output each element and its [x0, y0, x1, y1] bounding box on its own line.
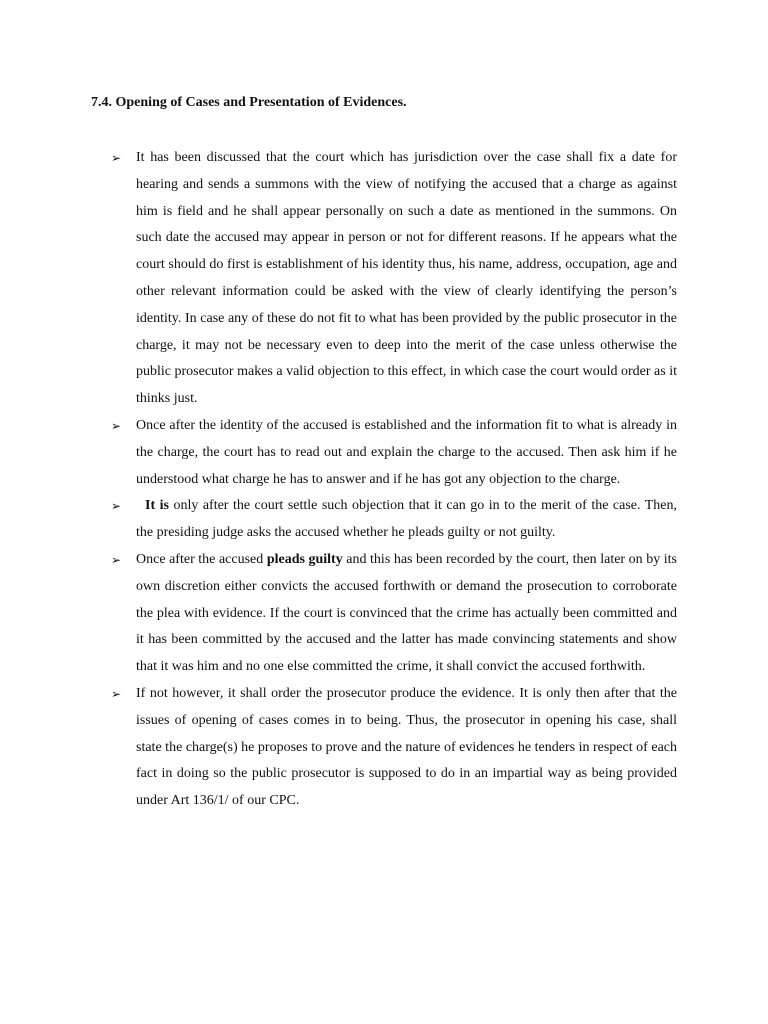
bullet-text-prefix: Once after the accused	[136, 551, 267, 567]
bullet-list	[111, 145, 677, 815]
bullet-item-1	[111, 145, 677, 413]
bullet-text: only after the court settle such objection that it can go in to the merit of the case. Then, the presiding judge asks the accused whether he pleads guilty or not guilty.	[136, 498, 678, 541]
section-heading: 7.4. Opening of Cases and Presentation of Evidences.	[91, 95, 407, 110]
bullet-item-3	[111, 493, 677, 547]
bullet-item-4	[111, 547, 677, 681]
arrow-bullet-icon: ➢	[111, 552, 122, 567]
bullet-bold-phrase: pleads guilty	[266, 551, 343, 567]
bullet-item-5	[111, 681, 677, 815]
arrow-bullet-icon: ➢	[111, 499, 122, 514]
bullet-item-2	[111, 413, 677, 493]
bullet-text: If not however, it shall order the prosecutor produce the evidence. It is only then after that the issues of opening of cases comes in to being. Thus, the prosecutor in opening his case, shall state the charge(s) he proposes to prove and the nature of evidences he tenders in respect of each fact in doing so the public prosecutor is supposed to do in an impartial way as being provided under Art 136/1/ of our CPC.	[136, 685, 677, 809]
bullet-text: and this has been recorded by the court, then later on by its own discretion either convicts the accused forthwith or demand the prosecution to corroborate the plea with evidence. If the court is convinced that the crime has actually been committed and it has been committed by the accused and the latter has made convincing statements and show that it was him and no one else committed the crime, it shall convict the accused forthwith.	[136, 551, 677, 675]
arrow-bullet-icon: ➢	[111, 151, 122, 165]
bullet-bold-lead: It is	[145, 498, 169, 514]
bullet-text: It has been discussed that the court which has jurisdiction over the case shall fix a date for hearing and sends a summons with the view of notifying the accused that a charge as against him is field and he shall appear personally on such a date as mentioned in the summons. On such date the accused may appear in person or not for different reasons. If he appears what the court should do first is establishment of his identity thus, his name, address, occupation, age and other relevant information could be asked with the view of clearly identifying the person’s identity. In case any of these do not fit to what has been provided by the public prosecutor in the charge, it may not be necessary even to deep into the merit of the case unless otherwise the public prosecutor makes a valid objection to this effect, in which case the court would order as it thinks just.	[136, 150, 677, 407]
arrow-bullet-icon: ➢	[111, 686, 122, 701]
bullet-text: Once after the identity of the accused is established and the information fit to what is already in the charge, the court has to read out and explain the charge to the accused. Then ask him if he understood what charge he has to answer and if he has got any objection to the charge.	[136, 417, 677, 487]
arrow-bullet-icon: ➢	[111, 418, 122, 433]
